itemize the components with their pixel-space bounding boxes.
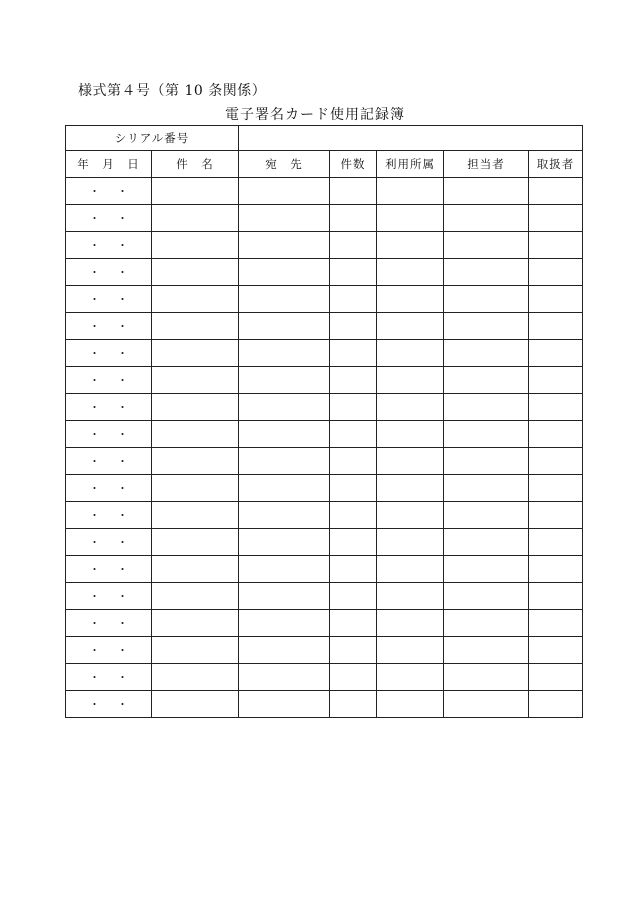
date-separator-dot: ・ bbox=[89, 347, 100, 360]
handler-cell[interactable] bbox=[529, 421, 583, 448]
header-handler: 取扱者 bbox=[529, 151, 583, 178]
date-separator-dot: ・ bbox=[117, 698, 128, 711]
subject-cell[interactable] bbox=[152, 286, 239, 313]
date-placeholder bbox=[81, 671, 137, 684]
date-placeholder bbox=[81, 644, 137, 657]
serial-number-label-text: シリアル番号 bbox=[114, 131, 190, 145]
date-cell[interactable] bbox=[66, 691, 152, 718]
count-cell[interactable] bbox=[330, 232, 377, 259]
header-person-in-charge: 担当者 bbox=[444, 151, 529, 178]
subject-cell[interactable] bbox=[152, 205, 239, 232]
subject-cell[interactable] bbox=[152, 313, 239, 340]
department-cell[interactable] bbox=[377, 664, 444, 691]
person-in-charge-cell[interactable] bbox=[444, 286, 529, 313]
recipient-cell[interactable] bbox=[239, 286, 330, 313]
date-placeholder bbox=[81, 374, 137, 387]
date-separator-dot: ・ bbox=[89, 401, 100, 414]
table-row bbox=[66, 421, 583, 448]
recipient-cell[interactable] bbox=[239, 475, 330, 502]
date-placeholder bbox=[81, 536, 137, 549]
date-placeholder bbox=[81, 617, 137, 630]
header-date: 年 月 日 bbox=[66, 151, 152, 178]
date-cell[interactable] bbox=[66, 448, 152, 475]
recipient-cell[interactable] bbox=[239, 448, 330, 475]
person-in-charge-cell[interactable] bbox=[444, 691, 529, 718]
date-placeholder bbox=[81, 212, 137, 225]
person-in-charge-cell[interactable] bbox=[444, 340, 529, 367]
date-separator-dot: ・ bbox=[89, 455, 100, 468]
table-row bbox=[66, 637, 583, 664]
count-cell[interactable] bbox=[330, 340, 377, 367]
date-separator-dot: ・ bbox=[89, 671, 100, 684]
date-separator-dot: ・ bbox=[89, 536, 100, 549]
department-cell[interactable] bbox=[377, 205, 444, 232]
recipient-cell[interactable] bbox=[239, 205, 330, 232]
table-row bbox=[66, 529, 583, 556]
handler-cell[interactable] bbox=[529, 502, 583, 529]
table-row bbox=[66, 367, 583, 394]
date-separator-dot: ・ bbox=[117, 455, 128, 468]
department-cell[interactable] bbox=[377, 610, 444, 637]
date-separator-dot: ・ bbox=[89, 374, 100, 387]
usage-log-table bbox=[65, 125, 583, 718]
serial-number-field[interactable] bbox=[239, 126, 583, 151]
subject-cell[interactable] bbox=[152, 367, 239, 394]
table-row bbox=[66, 205, 583, 232]
date-cell[interactable] bbox=[66, 205, 152, 232]
count-cell[interactable] bbox=[330, 664, 377, 691]
table-row bbox=[66, 556, 583, 583]
person-in-charge-cell[interactable] bbox=[444, 475, 529, 502]
person-in-charge-cell[interactable] bbox=[444, 664, 529, 691]
handler-cell[interactable] bbox=[529, 529, 583, 556]
handler-cell[interactable] bbox=[529, 610, 583, 637]
header-count: 件数 bbox=[330, 151, 377, 178]
table-row bbox=[66, 286, 583, 313]
count-cell[interactable] bbox=[330, 691, 377, 718]
table-row bbox=[66, 583, 583, 610]
department-cell[interactable] bbox=[377, 448, 444, 475]
person-in-charge-cell[interactable] bbox=[444, 583, 529, 610]
date-placeholder bbox=[81, 698, 137, 711]
handler-cell[interactable] bbox=[529, 664, 583, 691]
handler-cell[interactable] bbox=[529, 394, 583, 421]
recipient-cell[interactable] bbox=[239, 394, 330, 421]
date-separator-dot: ・ bbox=[117, 563, 128, 576]
count-cell[interactable] bbox=[330, 556, 377, 583]
count-cell[interactable] bbox=[330, 637, 377, 664]
count-cell[interactable] bbox=[330, 529, 377, 556]
department-cell[interactable] bbox=[377, 367, 444, 394]
subject-cell[interactable] bbox=[152, 637, 239, 664]
column-header-row bbox=[66, 151, 583, 178]
date-separator-dot: ・ bbox=[89, 239, 100, 252]
header-recipient: 宛 先 bbox=[239, 151, 330, 178]
date-cell[interactable] bbox=[66, 232, 152, 259]
table-row bbox=[66, 259, 583, 286]
date-cell[interactable] bbox=[66, 637, 152, 664]
recipient-cell[interactable] bbox=[239, 313, 330, 340]
person-in-charge-cell[interactable] bbox=[444, 394, 529, 421]
date-placeholder bbox=[81, 320, 137, 333]
handler-cell[interactable] bbox=[529, 583, 583, 610]
department-cell[interactable] bbox=[377, 394, 444, 421]
date-separator-dot: ・ bbox=[117, 428, 128, 441]
subject-cell[interactable] bbox=[152, 475, 239, 502]
date-separator-dot: ・ bbox=[117, 509, 128, 522]
handler-cell[interactable] bbox=[529, 556, 583, 583]
department-cell[interactable] bbox=[377, 232, 444, 259]
recipient-cell[interactable] bbox=[239, 340, 330, 367]
date-cell[interactable] bbox=[66, 421, 152, 448]
date-cell[interactable] bbox=[66, 367, 152, 394]
date-separator-dot: ・ bbox=[117, 293, 128, 306]
recipient-cell[interactable] bbox=[239, 367, 330, 394]
department-cell[interactable] bbox=[377, 259, 444, 286]
date-separator-dot: ・ bbox=[89, 428, 100, 441]
date-placeholder bbox=[81, 509, 137, 522]
date-separator-dot: ・ bbox=[117, 536, 128, 549]
date-placeholder bbox=[81, 482, 137, 495]
person-in-charge-cell[interactable] bbox=[444, 421, 529, 448]
table-row bbox=[66, 502, 583, 529]
date-separator-dot: ・ bbox=[117, 347, 128, 360]
count-cell[interactable] bbox=[330, 313, 377, 340]
date-separator-dot: ・ bbox=[117, 320, 128, 333]
date-cell[interactable] bbox=[66, 340, 152, 367]
department-cell[interactable] bbox=[377, 583, 444, 610]
count-cell[interactable] bbox=[330, 421, 377, 448]
date-separator-dot: ・ bbox=[89, 320, 100, 333]
subject-cell[interactable] bbox=[152, 178, 239, 205]
date-separator-dot: ・ bbox=[117, 374, 128, 387]
handler-cell[interactable] bbox=[529, 448, 583, 475]
person-in-charge-cell[interactable] bbox=[444, 556, 529, 583]
date-cell[interactable] bbox=[66, 529, 152, 556]
recipient-cell[interactable] bbox=[239, 664, 330, 691]
recipient-cell[interactable] bbox=[239, 556, 330, 583]
date-separator-dot: ・ bbox=[117, 644, 128, 657]
table-row bbox=[66, 313, 583, 340]
date-separator-dot: ・ bbox=[89, 266, 100, 279]
recipient-cell[interactable] bbox=[239, 421, 330, 448]
department-cell[interactable] bbox=[377, 340, 444, 367]
recipient-cell[interactable] bbox=[239, 529, 330, 556]
document-title: 電子署名カード使用記録簿 bbox=[225, 107, 405, 123]
count-cell[interactable] bbox=[330, 394, 377, 421]
date-cell[interactable] bbox=[66, 394, 152, 421]
person-in-charge-cell[interactable] bbox=[444, 610, 529, 637]
department-cell[interactable] bbox=[377, 178, 444, 205]
table-row bbox=[66, 664, 583, 691]
table-row bbox=[66, 178, 583, 205]
subject-cell[interactable] bbox=[152, 583, 239, 610]
count-cell[interactable] bbox=[330, 475, 377, 502]
subject-cell[interactable] bbox=[152, 664, 239, 691]
subject-cell[interactable] bbox=[152, 394, 239, 421]
person-in-charge-cell[interactable] bbox=[444, 205, 529, 232]
handler-cell[interactable] bbox=[529, 259, 583, 286]
count-cell[interactable] bbox=[330, 178, 377, 205]
date-separator-dot: ・ bbox=[117, 590, 128, 603]
count-cell[interactable] bbox=[330, 610, 377, 637]
person-in-charge-cell[interactable] bbox=[444, 259, 529, 286]
handler-cell[interactable] bbox=[529, 205, 583, 232]
form-number: 様式第４号（第 10 条関係） bbox=[78, 83, 267, 99]
date-separator-dot: ・ bbox=[117, 617, 128, 630]
department-cell[interactable] bbox=[377, 691, 444, 718]
date-placeholder bbox=[81, 455, 137, 468]
date-separator-dot: ・ bbox=[117, 671, 128, 684]
date-cell[interactable] bbox=[66, 664, 152, 691]
date-cell[interactable] bbox=[66, 286, 152, 313]
date-placeholder bbox=[81, 401, 137, 414]
date-separator-dot: ・ bbox=[89, 644, 100, 657]
department-cell[interactable] bbox=[377, 286, 444, 313]
date-separator-dot: ・ bbox=[117, 239, 128, 252]
table-row bbox=[66, 340, 583, 367]
date-placeholder bbox=[81, 347, 137, 360]
date-separator-dot: ・ bbox=[89, 590, 100, 603]
subject-cell[interactable] bbox=[152, 448, 239, 475]
department-cell[interactable] bbox=[377, 421, 444, 448]
subject-cell[interactable] bbox=[152, 556, 239, 583]
subject-cell[interactable] bbox=[152, 529, 239, 556]
recipient-cell[interactable] bbox=[239, 259, 330, 286]
date-separator-dot: ・ bbox=[89, 563, 100, 576]
serial-number-label bbox=[66, 126, 239, 151]
department-cell[interactable] bbox=[377, 556, 444, 583]
date-separator-dot: ・ bbox=[89, 185, 100, 198]
subject-cell[interactable] bbox=[152, 421, 239, 448]
date-separator-dot: ・ bbox=[117, 212, 128, 225]
handler-cell[interactable] bbox=[529, 313, 583, 340]
recipient-cell[interactable] bbox=[239, 691, 330, 718]
department-cell[interactable] bbox=[377, 502, 444, 529]
department-cell[interactable] bbox=[377, 637, 444, 664]
date-placeholder bbox=[81, 239, 137, 252]
date-placeholder bbox=[81, 293, 137, 306]
subject-cell[interactable] bbox=[152, 340, 239, 367]
subject-cell[interactable] bbox=[152, 691, 239, 718]
count-cell[interactable] bbox=[330, 205, 377, 232]
count-cell[interactable] bbox=[330, 448, 377, 475]
date-placeholder bbox=[81, 563, 137, 576]
count-cell[interactable] bbox=[330, 259, 377, 286]
handler-cell[interactable] bbox=[529, 286, 583, 313]
person-in-charge-cell[interactable] bbox=[444, 313, 529, 340]
person-in-charge-cell[interactable] bbox=[444, 502, 529, 529]
date-cell[interactable] bbox=[66, 610, 152, 637]
serial-number-row bbox=[66, 126, 583, 151]
table-row bbox=[66, 610, 583, 637]
count-cell[interactable] bbox=[330, 502, 377, 529]
department-cell[interactable] bbox=[377, 313, 444, 340]
count-cell[interactable] bbox=[330, 367, 377, 394]
handler-cell[interactable] bbox=[529, 637, 583, 664]
table-row bbox=[66, 232, 583, 259]
recipient-cell[interactable] bbox=[239, 583, 330, 610]
handler-cell[interactable] bbox=[529, 232, 583, 259]
recipient-cell[interactable] bbox=[239, 502, 330, 529]
person-in-charge-cell[interactable] bbox=[444, 178, 529, 205]
person-in-charge-cell[interactable] bbox=[444, 448, 529, 475]
handler-cell[interactable] bbox=[529, 475, 583, 502]
subject-cell[interactable] bbox=[152, 259, 239, 286]
date-cell[interactable] bbox=[66, 178, 152, 205]
header-department: 利用所属 bbox=[377, 151, 444, 178]
date-separator-dot: ・ bbox=[89, 698, 100, 711]
department-cell[interactable] bbox=[377, 529, 444, 556]
date-separator-dot: ・ bbox=[89, 212, 100, 225]
recipient-cell[interactable] bbox=[239, 178, 330, 205]
date-placeholder bbox=[81, 185, 137, 198]
date-cell[interactable] bbox=[66, 259, 152, 286]
date-cell[interactable] bbox=[66, 475, 152, 502]
table-row bbox=[66, 691, 583, 718]
date-placeholder bbox=[81, 428, 137, 441]
date-cell[interactable] bbox=[66, 583, 152, 610]
count-cell[interactable] bbox=[330, 583, 377, 610]
subject-cell[interactable] bbox=[152, 610, 239, 637]
date-cell[interactable] bbox=[66, 313, 152, 340]
date-separator-dot: ・ bbox=[117, 266, 128, 279]
person-in-charge-cell[interactable] bbox=[444, 232, 529, 259]
subject-cell[interactable] bbox=[152, 502, 239, 529]
person-in-charge-cell[interactable] bbox=[444, 529, 529, 556]
date-separator-dot: ・ bbox=[89, 509, 100, 522]
date-separator-dot: ・ bbox=[117, 185, 128, 198]
table-row bbox=[66, 394, 583, 421]
handler-cell[interactable] bbox=[529, 178, 583, 205]
date-cell[interactable] bbox=[66, 556, 152, 583]
recipient-cell[interactable] bbox=[239, 232, 330, 259]
header-subject: 件 名 bbox=[152, 151, 239, 178]
date-cell[interactable] bbox=[66, 502, 152, 529]
handler-cell[interactable] bbox=[529, 367, 583, 394]
subject-cell[interactable] bbox=[152, 232, 239, 259]
department-cell[interactable] bbox=[377, 475, 444, 502]
table-row bbox=[66, 475, 583, 502]
person-in-charge-cell[interactable] bbox=[444, 367, 529, 394]
handler-cell[interactable] bbox=[529, 691, 583, 718]
handler-cell[interactable] bbox=[529, 340, 583, 367]
date-separator-dot: ・ bbox=[89, 617, 100, 630]
recipient-cell[interactable] bbox=[239, 610, 330, 637]
person-in-charge-cell[interactable] bbox=[444, 637, 529, 664]
date-separator-dot: ・ bbox=[89, 293, 100, 306]
count-cell[interactable] bbox=[330, 286, 377, 313]
date-placeholder bbox=[81, 266, 137, 279]
date-separator-dot: ・ bbox=[117, 482, 128, 495]
date-separator-dot: ・ bbox=[117, 401, 128, 414]
date-placeholder bbox=[81, 590, 137, 603]
date-separator-dot: ・ bbox=[89, 482, 100, 495]
table-row bbox=[66, 448, 583, 475]
recipient-cell[interactable] bbox=[239, 637, 330, 664]
